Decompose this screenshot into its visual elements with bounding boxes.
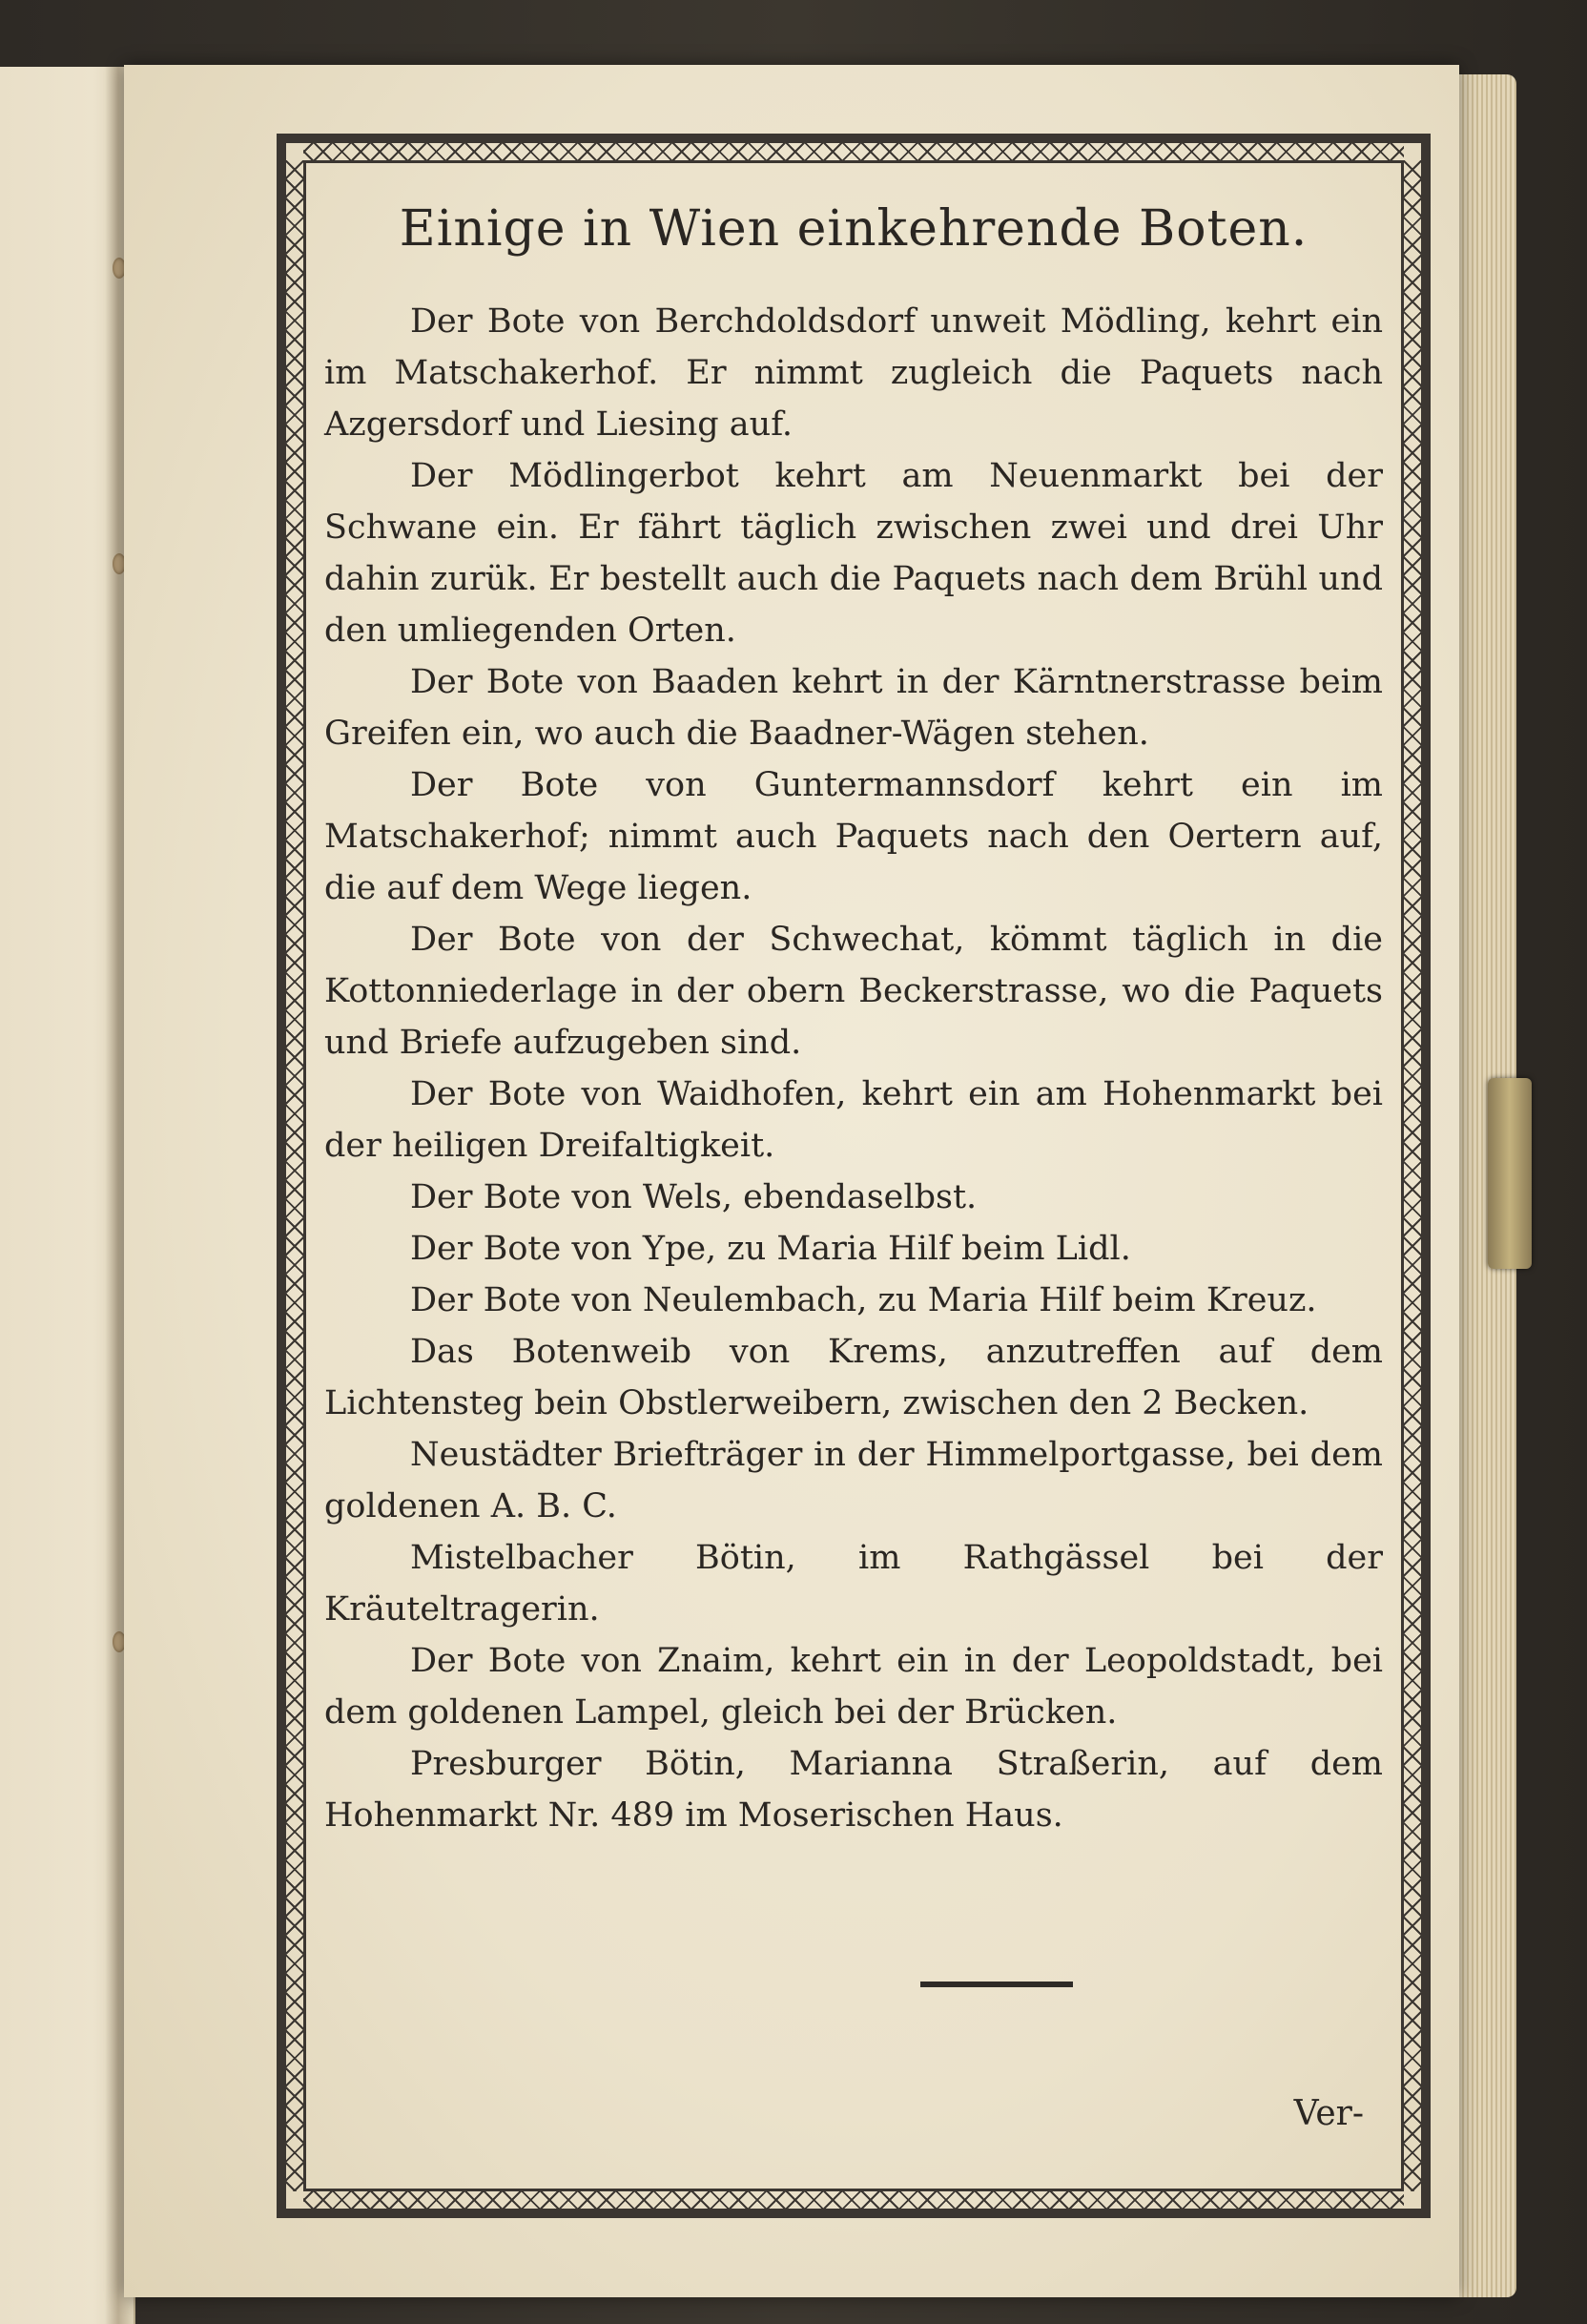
list-item: Der Bote von der Schwechat, kömmt täglich in die Kottonniederlage in der obern Beckerstrasse, wo die Paquets und Briefe aufzugeben sind. (324, 921, 1383, 1062)
book-clasp (1488, 1078, 1532, 1269)
list-item: Mistelbacher Bötin, im Rathgässel bei der Kräuteltragerin. (324, 1539, 1383, 1629)
catchword: Ver- (1293, 2094, 1364, 2133)
list-item: Der Bote von Berchdoldsdorf unweit Mödling, kehrt ein im Matschakerhof. Er nimmt zugleich die Paquets nach Azgersdorf und Liesing auf. (324, 302, 1383, 444)
list-item: Presburger Bötin, Marianna Straßerin, auf dem Hohenmarkt Nr. 489 im Moserischen Haus. (324, 1745, 1383, 1835)
page-content (324, 186, 1383, 2189)
list-item: Der Bote von Ype, zu Maria Hilf beim Lidl. (410, 1230, 1131, 1268)
list-item: Der Bote von Znaim, kehrt ein in der Leopoldstadt, bei dem goldenen Lampel, gleich bei der Brücken. (324, 1642, 1383, 1732)
list-item: Der Bote von Guntermannsdorf kehrt ein im Matschakerhof; nimmt auch Paquets nach den Oertern auf, die auf dem Wege liegen. (324, 766, 1383, 907)
list-item: Neustädter Briefträger in der Himmelportgasse, bei dem goldenen A. B. C. (324, 1436, 1383, 1525)
border-ornament-right (1404, 160, 1421, 2191)
list-item: Der Mödlingerbot kehrt am Neuenmarkt bei der Schwane ein. Er fährt täglich zwischen zwei und drei Uhr dahin zurük. Er bestellt auch die Paquets nach dem Brühl und den umliegenden Orten. (324, 457, 1383, 650)
border-ornament-top (303, 143, 1404, 160)
list-item: Das Botenweib von Krems, anzutreffen auf dem Lichtensteg bein Obstlerweibern, zwischen den 2 Becken. (324, 1333, 1383, 1422)
list-item: Der Bote von Waidhofen, kehrt ein am Hohenmarkt bei der heiligen Dreifaltigkeit. (324, 1075, 1383, 1165)
entry-list (324, 296, 1383, 1841)
list-item: Der Bote von Wels, ebendaselbst. (410, 1178, 978, 1216)
border-ornament-bottom (303, 2191, 1404, 2209)
section-rule (920, 1982, 1073, 1987)
border-ornament-left (286, 160, 303, 2191)
page-title: Einige in Wien einkehrende Boten. (399, 200, 1309, 258)
list-item: Der Bote von Neulembach, zu Maria Hilf beim Kreuz. (410, 1281, 1317, 1319)
list-item: Der Bote von Baaden kehrt in der Kärntnerstrasse beim Greifen ein, wo auch die Baadner-Wägen stehen. (324, 663, 1383, 753)
